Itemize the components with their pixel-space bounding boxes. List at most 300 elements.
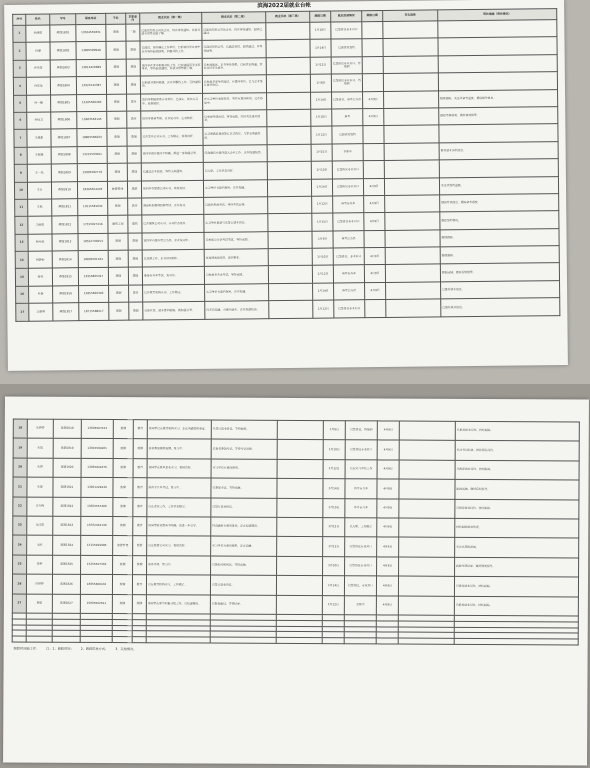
intent-cell: 教育 bbox=[133, 497, 147, 516]
seq-cell: 24 bbox=[13, 535, 27, 554]
major-cell: 蒸馏 bbox=[113, 478, 133, 497]
seq-cell: 14 bbox=[15, 251, 28, 269]
intent-cell: 教育 bbox=[133, 420, 147, 439]
intent-cell: 蒸馏 bbox=[128, 267, 142, 285]
student-id-cell: 蒸馏1803 bbox=[50, 59, 76, 77]
sheet-title: 滨海2022届就业台帐 bbox=[257, 2, 312, 10]
name-cell: 许婷婷 bbox=[26, 574, 52, 594]
track-date-2-cell bbox=[362, 74, 383, 92]
week3-status-cell bbox=[266, 22, 310, 40]
track-date-cell: 1月10日 bbox=[310, 22, 331, 40]
column-header: 学号 bbox=[50, 14, 76, 25]
week3-status-cell bbox=[267, 109, 311, 127]
track-date-2-cell: 4月9日 bbox=[377, 440, 399, 460]
seq-cell: 25 bbox=[13, 555, 27, 574]
track-date-2-cell bbox=[364, 230, 385, 248]
progress-cell: 已在实习单位工作 bbox=[345, 460, 377, 480]
phone-cell: 13655557480 bbox=[81, 497, 113, 517]
progress-cell: 备考公务员 bbox=[334, 283, 365, 301]
week1-status-cell: 准备参加教师招聘，复习中。 bbox=[147, 439, 211, 459]
progress-cell: 备考专升本 bbox=[333, 265, 364, 283]
student-id-cell: 蒸馏1823 bbox=[53, 516, 81, 536]
phone-cell: 15805502611 bbox=[80, 594, 112, 614]
progress-cell: 已签协议专业对口 bbox=[345, 440, 377, 460]
major-cell: 蒸馏 bbox=[108, 250, 128, 268]
seq-cell: 27 bbox=[12, 594, 26, 613]
footer-note-2: 2、跟踪联系方式； bbox=[80, 646, 109, 651]
assistance-cell: 继续跟踪，关注其备考进度，提供相关信息。 bbox=[439, 89, 558, 108]
phone-cell: 13815584261 bbox=[81, 439, 113, 459]
track-date-cell: 1月12日 bbox=[313, 300, 334, 318]
difficulty-cell bbox=[399, 460, 455, 480]
sheet-title-space bbox=[5, 396, 589, 421]
column-header: 序号 bbox=[13, 14, 26, 25]
week2-status-cell: 试用期表现良好，即将转正。 bbox=[204, 249, 268, 267]
seq-cell: 10 bbox=[14, 182, 27, 200]
student-id-cell: 蒸馏1807 bbox=[51, 129, 77, 147]
track-date-cell: 1月15日 bbox=[311, 144, 332, 162]
week2-status-cell: 已参加多家单位面试，有意向单位，已与企业签订就业协议。 bbox=[202, 75, 266, 93]
track-date-2-cell: 4月9日 bbox=[365, 282, 386, 300]
week1-status-cell: 已在教育机构实习，工作稳定。 bbox=[146, 575, 210, 595]
phone-cell: 13955824376 bbox=[81, 458, 113, 478]
week2-status-cell: 已参加公务员考试笔试，等待成绩。 bbox=[204, 231, 268, 249]
seq-cell: 15 bbox=[15, 269, 28, 287]
student-id-cell: 蒸馏1820 bbox=[53, 458, 81, 478]
progress-cell: 已签协议专业对口，待报到 bbox=[331, 56, 362, 74]
difficulty-cell bbox=[399, 499, 455, 519]
name-cell: 孙钰文 bbox=[27, 112, 51, 130]
week3-status-cell bbox=[277, 556, 323, 576]
assistance-cell: 关注其签约进展。 bbox=[455, 538, 579, 558]
phone-cell: 17555927216 bbox=[78, 216, 108, 234]
column-header: 就业进展情况 bbox=[331, 11, 362, 22]
progress-cell: 已签协议专业对口 bbox=[332, 178, 363, 196]
name-cell: 徐梦 bbox=[27, 555, 53, 575]
student-id-cell: 蒸馏1822 bbox=[53, 497, 81, 517]
column-header: 就业状态（第二周） bbox=[202, 12, 266, 24]
track-date-2-cell bbox=[363, 143, 384, 161]
name-cell: 朱娟 bbox=[27, 438, 53, 458]
intent-cell: 教育 bbox=[127, 111, 141, 129]
column-header: 存在困难 bbox=[383, 10, 438, 22]
difficulty-cell bbox=[399, 518, 455, 538]
week3-status-cell bbox=[277, 537, 323, 557]
blank-cell bbox=[376, 638, 398, 644]
phone-cell: 15205506283 bbox=[77, 94, 107, 112]
track-date-2-cell: 4月9日 bbox=[363, 108, 384, 126]
assistance-cell: 推荐就业岗位信息。 bbox=[439, 141, 558, 160]
column-header: 就业状态（第一周） bbox=[140, 12, 202, 24]
seq-cell: 9 bbox=[14, 164, 27, 182]
week1-status-cell: 已在家乡企业实习，工作稳定，表现良好。 bbox=[141, 128, 203, 146]
progress-cell: 备考专升本 bbox=[345, 479, 377, 499]
track-date-2-cell: 4月9日 bbox=[377, 498, 399, 518]
assistance-cell: 跟踪成绩，做好后续指导。 bbox=[455, 480, 579, 500]
seq-cell: 4 bbox=[13, 77, 26, 95]
phone-cell: 13805589946 bbox=[76, 42, 106, 60]
student-id-cell: 蒸馏1821 bbox=[53, 477, 81, 497]
track-date-cell: 1月15日 bbox=[323, 518, 345, 538]
name-cell: 朱婷婷 bbox=[27, 419, 53, 439]
difficulty-cell bbox=[384, 160, 439, 178]
blank-cell bbox=[12, 636, 26, 642]
blank-cell bbox=[398, 638, 454, 644]
track-date-cell: 1月10日 bbox=[323, 498, 345, 518]
track-date-cell: 1月14日 bbox=[310, 39, 331, 57]
assistance-cell: 已推荐就业岗位，持续跟踪。 bbox=[455, 460, 579, 480]
difficulty-cell bbox=[384, 143, 439, 161]
week3-status-cell bbox=[277, 479, 323, 499]
phone-cell: 15155929986 bbox=[81, 536, 113, 556]
progress-cell: 已签协议，专业对口 bbox=[344, 576, 376, 596]
student-id-cell: 蒸馏1818 bbox=[53, 419, 81, 439]
phone-cell: 18805585603 bbox=[77, 129, 107, 147]
track-date-2-cell: 4月9日 bbox=[376, 595, 398, 615]
week2-status-cell: 实习期满后准备签订正式协议，与家长沟通良好。 bbox=[203, 127, 267, 145]
track-date-2-cell: 4月9日 bbox=[377, 537, 399, 557]
name-cell: 王甜甜 bbox=[27, 129, 51, 147]
student-id-cell: 蒸馏1826 bbox=[52, 574, 80, 594]
week2-status-cell: 实习单位有意向留用，正在沟通。 bbox=[211, 536, 277, 556]
seq-cell: 13 bbox=[15, 234, 28, 252]
column-header: 联系电话 bbox=[76, 13, 106, 24]
progress-cell: 已签协议专业对口 bbox=[345, 556, 377, 576]
student-id-cell: 蒸馏1825 bbox=[53, 555, 81, 575]
track-date-2-cell: 4月9日 bbox=[364, 213, 385, 231]
phone-cell: 18762302138 bbox=[81, 516, 113, 536]
week1-status-cell: 目前在家，就业意向较弱，需加强引导。 bbox=[143, 302, 205, 320]
name-cell: 吴欣 bbox=[27, 535, 53, 555]
track-date-2-cell: 4月9日 bbox=[377, 421, 399, 441]
assistance-cell: 已推荐就业岗位，持续跟踪。 bbox=[454, 596, 578, 616]
difficulty-cell bbox=[385, 195, 440, 213]
assistance-cell: 持续跟踪就业情况。 bbox=[455, 518, 579, 538]
name-cell: 杨静怡 bbox=[28, 251, 52, 269]
week3-status-cell bbox=[266, 57, 310, 75]
week3-status-cell bbox=[267, 127, 311, 145]
intent-cell: 蒸馏 bbox=[132, 594, 146, 613]
track-date-2-cell: 4月9日 bbox=[364, 248, 385, 266]
week3-status-cell bbox=[268, 266, 312, 284]
name-cell: 朱静 bbox=[27, 477, 53, 497]
progress-cell: 已签协议，专业对口 bbox=[333, 248, 364, 266]
assistance-cell: 已推荐就业岗位，持续跟踪。 bbox=[455, 421, 579, 441]
track-date-cell: 1月8日 bbox=[310, 74, 331, 92]
seq-cell: 12 bbox=[15, 217, 28, 235]
major-cell: 蒸馏 bbox=[108, 233, 128, 251]
week3-status-cell bbox=[268, 196, 312, 214]
progress-cell: 备考公务员 bbox=[333, 230, 364, 248]
track-date-cell: 1月14日 bbox=[313, 283, 334, 301]
assistance-cell: 跟踪成绩，做好后续指导。 bbox=[440, 263, 559, 282]
intent-cell: 蒸馏 bbox=[128, 250, 142, 268]
difficulty-cell bbox=[385, 212, 440, 230]
blank-cell bbox=[26, 636, 52, 642]
phone-cell: 13814420689 bbox=[76, 59, 106, 77]
assistance-cell: 关注考试结果，推荐相关岗位。 bbox=[455, 441, 579, 461]
progress-cell: 已签协议专业对口 bbox=[334, 300, 365, 318]
employment-table-2 bbox=[12, 419, 580, 646]
week1-status-cell: 已在旅游公司实习，表现良好。 bbox=[147, 536, 211, 556]
week2-status-cell: 已参加考研初试，等待成绩，同时关注就业信息。 bbox=[203, 110, 267, 128]
week1-status-cell: 该同学积极联系实习单位，已落实，现在实习中，表现较好。 bbox=[141, 93, 203, 111]
major-cell: 蒸馏 bbox=[112, 575, 132, 594]
name-cell: 叶静 bbox=[29, 286, 53, 304]
track-date-2-cell: 4月9日 bbox=[377, 479, 399, 499]
seq-cell: 16 bbox=[16, 286, 29, 304]
week1-status-cell: 该同学准备考研，正在复习中，心态较好。 bbox=[141, 110, 203, 128]
intent-cell: 蒸馏 bbox=[126, 41, 140, 59]
seq-cell: 21 bbox=[13, 477, 27, 496]
week1-status-cell: 目前就业意向较强，正在积极找工作，已投递简历。 bbox=[140, 76, 202, 94]
column-header: 姓名 bbox=[26, 14, 50, 25]
progress-cell: 已签协议专业对口 bbox=[332, 161, 363, 179]
week2-status-cell: 实习单位准备与其签订就业协议。 bbox=[204, 214, 268, 232]
assistance-cell bbox=[438, 37, 557, 56]
sheet-page-1 bbox=[4, 0, 568, 371]
intent-cell: 蒸馏 bbox=[128, 233, 142, 251]
week3-status-cell bbox=[266, 40, 310, 58]
intent-cell: 蒸馏 bbox=[127, 146, 141, 164]
student-id-cell: 蒸馏1817 bbox=[53, 303, 79, 321]
major-cell: 蒸馏 bbox=[108, 198, 128, 216]
major-cell: 蒸馏 bbox=[106, 59, 126, 77]
track-date-cell: 1月10日 bbox=[323, 556, 345, 576]
track-date-2-cell: 4月9日 bbox=[363, 178, 384, 196]
seq-cell: 18 bbox=[13, 419, 27, 438]
week3-status-cell bbox=[268, 231, 312, 249]
phone-cell: 18955800432 bbox=[80, 574, 112, 594]
track-date-cell: 1月12日 bbox=[323, 537, 345, 557]
week2-status-cell: 已签订就业协议，等待报到。 bbox=[211, 420, 277, 440]
week1-status-cell: 已在教育机构实习，工作稳定。 bbox=[143, 284, 205, 302]
blank-cell bbox=[112, 637, 132, 643]
blank-cell bbox=[52, 636, 80, 642]
blank-cell bbox=[276, 637, 322, 643]
major-cell: 旅游管理 bbox=[113, 536, 133, 555]
major-cell: 蒸馏 bbox=[113, 497, 133, 516]
name-cell: 杨可欣 bbox=[28, 234, 52, 252]
track-date-cell: 1月12日 bbox=[322, 595, 344, 615]
difficulty-cell bbox=[384, 177, 439, 195]
week3-status-cell bbox=[276, 595, 322, 615]
difficulty-cell bbox=[399, 537, 455, 557]
major-cell: 蒸馏 bbox=[109, 302, 129, 320]
week3-status-cell bbox=[267, 144, 311, 162]
assistance-cell: 提供考试信息，跟踪备考进度。 bbox=[440, 194, 559, 213]
week1-status-cell: 准备专升本考试，复习中。 bbox=[142, 267, 204, 285]
difficulty-cell bbox=[398, 596, 454, 616]
week2-status-cell: 已面试知名公司，已通过初试，面试通过，在等待结果。 bbox=[202, 40, 266, 58]
phone-cell: 18365024478 bbox=[77, 181, 107, 199]
seq-cell: 20 bbox=[13, 458, 27, 477]
assistance-cell: 跟踪考研结果，做好调剂指导。 bbox=[455, 557, 579, 577]
week2-status-cell: 在实习单位表现良好，单位有意向留用，已在协商中。 bbox=[203, 92, 267, 110]
name-cell: 余梦琪 bbox=[29, 303, 53, 321]
intent-cell: 教育 bbox=[133, 517, 147, 536]
student-id-cell: 蒸馏1808 bbox=[51, 146, 77, 164]
major-cell: 蒸馏 bbox=[107, 111, 127, 129]
phone-cell: 13215593021 bbox=[77, 146, 107, 164]
track-date-2-cell bbox=[363, 126, 384, 144]
track-date-2-cell: 4月9日 bbox=[376, 576, 398, 596]
assistance-cell bbox=[438, 72, 557, 91]
track-date-cell: 1月10日 bbox=[323, 440, 345, 460]
column-header: 求职意向 bbox=[126, 13, 140, 24]
progress-cell: 已签协议专业对口 bbox=[345, 537, 377, 557]
week2-status-cell: 实习单位有意向留用，正在沟通。 bbox=[205, 284, 269, 302]
track-date-2-cell bbox=[363, 161, 384, 179]
difficulty-cell bbox=[383, 21, 438, 39]
track-date-cell: 1月12日 bbox=[311, 126, 332, 144]
name-cell: 吴雨琪 bbox=[28, 216, 52, 234]
intent-cell: 二级 bbox=[126, 24, 140, 42]
phone-cell: 15255507302 bbox=[81, 555, 113, 575]
track-date-cell: 1月12日 bbox=[323, 459, 345, 479]
phone-cell: 18552700253 bbox=[78, 233, 108, 251]
week3-status-cell bbox=[277, 420, 323, 440]
blank-cell bbox=[454, 638, 578, 644]
major-cell: 蒸馏 bbox=[106, 76, 126, 94]
major-cell: 蒸馏 bbox=[112, 594, 132, 613]
week3-status-cell bbox=[277, 517, 323, 537]
week3-status-cell bbox=[267, 161, 311, 179]
difficulty-cell bbox=[398, 576, 454, 596]
track-date-2-cell bbox=[362, 39, 383, 57]
track-date-cell: 1月10日 bbox=[311, 161, 332, 179]
student-id-cell: 蒸馏1819 bbox=[53, 439, 81, 459]
name-cell: 杨娟 bbox=[26, 594, 52, 614]
name-cell: 王雪梅 bbox=[27, 497, 53, 517]
seq-cell: 2 bbox=[13, 43, 26, 61]
seq-cell: 19 bbox=[13, 438, 27, 457]
footer-note-3: 3、其他情况。 bbox=[115, 646, 137, 652]
intent-cell: 蒸馏 bbox=[133, 555, 147, 574]
student-id-cell: 蒸馏1816 bbox=[53, 286, 79, 304]
student-id-cell: 蒸馏1802 bbox=[50, 42, 76, 60]
week3-status-cell bbox=[277, 498, 323, 518]
progress-cell: 已签协议，备考公务员 bbox=[332, 91, 363, 109]
student-id-cell: 蒸馏1801 bbox=[50, 25, 76, 43]
assistance-cell: 继续跟踪。 bbox=[440, 246, 559, 265]
student-id-cell: 蒸馏1806 bbox=[51, 112, 77, 130]
difficulty-cell bbox=[399, 421, 455, 441]
phone-cell: 13951229439 bbox=[81, 478, 113, 498]
intent-cell: 蒸馏 bbox=[127, 128, 141, 146]
major-cell: 蒸馏 bbox=[107, 129, 127, 147]
difficulty-cell bbox=[383, 38, 438, 56]
week2-status-cell: 已入职，工作状态良好。 bbox=[203, 162, 267, 180]
column-header: 帮扶措施（帮扶情况） bbox=[438, 9, 557, 21]
difficulty-cell bbox=[383, 73, 438, 91]
major-cell: 蒸馏 bbox=[107, 94, 127, 112]
week2-status-cell: 已签订就业协议。 bbox=[210, 575, 276, 595]
difficulty-cell bbox=[384, 90, 439, 108]
week1-status-cell: 已在建筑公司实习，实习状态良好。 bbox=[142, 215, 204, 233]
week3-status-cell bbox=[277, 459, 323, 479]
sheet-page-2 bbox=[3, 396, 589, 765]
difficulty-cell bbox=[384, 108, 439, 126]
name-cell: 王欣 bbox=[28, 199, 52, 217]
track-date-cell: 1月9日 bbox=[312, 231, 333, 249]
track-date-cell: 1月15日 bbox=[312, 213, 333, 231]
phone-cell: 18715588217 bbox=[79, 303, 109, 321]
assistance-cell: 关注其签约进展。 bbox=[439, 176, 558, 195]
blank-cell bbox=[146, 637, 210, 643]
progress-cell: 已入职，工作稳定 bbox=[345, 518, 377, 538]
week3-status-cell bbox=[268, 214, 312, 232]
progress-cell: 已签协议专业对口 bbox=[333, 213, 364, 231]
week3-status-cell bbox=[267, 179, 311, 197]
column-header: 跟踪日期 bbox=[310, 11, 331, 22]
week1-status-cell: 该同学已在教育机构实习，正在沟通签约事宜。 bbox=[147, 420, 211, 440]
progress-cell: 已面试待签约 bbox=[332, 126, 363, 144]
progress-cell: 已签协议专业对口，待报到 bbox=[331, 74, 362, 92]
seq-cell: 8 bbox=[14, 147, 27, 165]
week2-status-cell: 实习单位有意向留用，正在沟通。 bbox=[203, 179, 267, 197]
difficulty-cell bbox=[399, 440, 455, 460]
student-id-cell: 蒸馏1814 bbox=[52, 251, 78, 269]
assistance-cell: 已推荐就业岗位，持续跟踪。 bbox=[455, 499, 579, 519]
blank-cell bbox=[80, 636, 112, 642]
progress-cell: 求职中 bbox=[332, 143, 363, 161]
student-id-cell: 蒸馏1805 bbox=[51, 94, 77, 112]
week1-status-cell: 准备参加教师招聘考试，正在复习。 bbox=[142, 197, 204, 215]
phone-cell: 13805587413 bbox=[81, 419, 113, 439]
student-id-cell: 蒸馏1804 bbox=[50, 77, 76, 95]
intent-cell: 蒸馏 bbox=[126, 59, 140, 77]
footer-note-1: 注：1、跟踪时间； bbox=[46, 646, 74, 651]
major-cell: 蒸馏 bbox=[113, 555, 133, 574]
phone-cell: 13504555831 bbox=[76, 24, 106, 42]
seq-cell: 23 bbox=[13, 516, 27, 535]
name-cell: 吴佳琪 bbox=[27, 516, 53, 536]
track-date-cell: 1月12日 bbox=[310, 57, 331, 75]
name-cell: 孙奕童 bbox=[26, 77, 50, 95]
track-date-2-cell: 4月9日 bbox=[377, 518, 399, 538]
track-date-cell: 1月14日 bbox=[311, 92, 332, 110]
track-date-cell: 1月12日 bbox=[312, 196, 333, 214]
major-cell: 建筑工程 bbox=[108, 215, 128, 233]
difficulty-cell bbox=[384, 125, 439, 143]
seq-cell: 17 bbox=[16, 303, 29, 321]
intent-cell: 教育 bbox=[133, 458, 147, 477]
intent-cell: 旅游 bbox=[133, 536, 147, 555]
blank-cell bbox=[210, 637, 276, 643]
assistance-cell bbox=[438, 20, 557, 39]
assistance-cell bbox=[439, 159, 558, 178]
phone-cell: 13603563145 bbox=[77, 111, 107, 129]
assistance-cell: 已推荐就业信息。 bbox=[441, 298, 560, 317]
track-date-2-cell: 4月9日 bbox=[377, 557, 399, 577]
intent-cell: 教育 bbox=[129, 285, 143, 303]
student-id-cell: 蒸馏1811 bbox=[52, 199, 78, 217]
student-id-cell: 蒸馏1809 bbox=[51, 164, 77, 182]
week2-status-cell: 已参加面试，正在等待结果，已和家长沟通，家长支持学生就业。 bbox=[202, 57, 266, 75]
track-date-cell: 1月14日 bbox=[323, 479, 345, 499]
seq-cell: 11 bbox=[15, 199, 28, 217]
phone-cell: 15855820349 bbox=[79, 285, 109, 303]
phone-cell: 15805582776 bbox=[77, 163, 107, 181]
track-date-cell: 1月12日 bbox=[312, 265, 333, 283]
name-cell: 王言 bbox=[27, 181, 51, 199]
intent-cell: 教育 bbox=[133, 478, 147, 497]
progress-cell: 备考专升本 bbox=[333, 196, 364, 214]
assistance-cell bbox=[439, 124, 558, 143]
blank-cell bbox=[344, 638, 376, 644]
intent-cell: 教育 bbox=[132, 575, 146, 594]
